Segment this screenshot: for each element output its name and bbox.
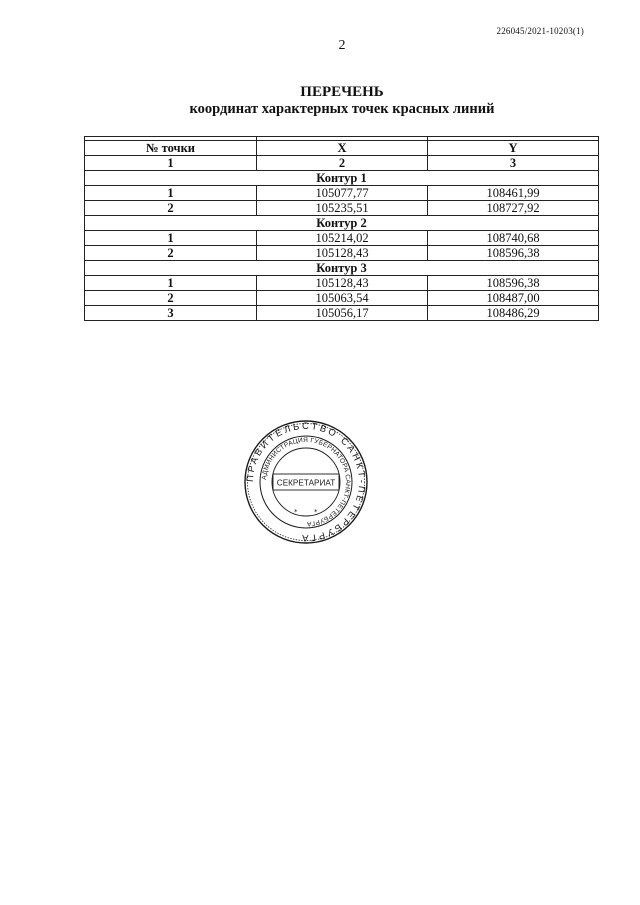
table-row [85, 231, 599, 246]
column-header-x: X [257, 141, 428, 156]
contour-label: Контур 3 [85, 261, 599, 276]
y-coordinate: 108740,68 [428, 231, 599, 246]
y-coordinate: 108596,38 [428, 276, 599, 291]
table-row [85, 291, 599, 306]
point-number: 2 [85, 201, 257, 216]
document-subtitle: координат характерных точек красных линий [189, 101, 495, 117]
column-header-y: Y [428, 141, 599, 156]
stamp-inner-text: АДМИНИСТРАЦИЯ ГУБЕРНАТОРА САНКТ-ПЕТЕРБУРГА [261, 436, 352, 528]
page-number: 2 [338, 38, 346, 53]
x-coordinate: 105214,02 [257, 231, 428, 246]
official-seal-stamp [244, 418, 368, 546]
column-number: 3 [428, 156, 599, 171]
contour-header-row [85, 216, 599, 231]
y-coordinate: 108486,29 [428, 306, 599, 321]
contour-header-row [85, 261, 599, 276]
point-number: 2 [85, 291, 257, 306]
x-coordinate: 105128,43 [257, 276, 428, 291]
document-title: ПЕРЕЧЕНЬ [300, 84, 384, 100]
x-coordinate: 105128,43 [257, 246, 428, 261]
contour-label: Контур 2 [85, 216, 599, 231]
point-number: 2 [85, 246, 257, 261]
y-coordinate: 108596,38 [428, 246, 599, 261]
stamp-star-icon: * [314, 508, 318, 516]
table-row [85, 186, 599, 201]
table-row [85, 201, 599, 216]
point-number: 1 [85, 186, 257, 201]
stamp-center-text: СЕКРЕТАРИАТ [276, 478, 336, 488]
stamp-star-icon: * [294, 508, 298, 516]
x-coordinate: 105235,51 [257, 201, 428, 216]
x-coordinate: 105056,17 [257, 306, 428, 321]
y-coordinate: 108727,92 [428, 201, 599, 216]
table-row [85, 276, 599, 291]
contour-header-row [85, 171, 599, 186]
point-number: 1 [85, 231, 257, 246]
contour-label: Контур 1 [85, 171, 599, 186]
coordinates-table [84, 136, 599, 321]
column-header-point: № точки [85, 141, 257, 156]
table-row [85, 246, 599, 261]
x-coordinate: 105063,54 [257, 291, 428, 306]
y-coordinate: 108487,00 [428, 291, 599, 306]
table-header-row [85, 141, 599, 156]
column-numbers-row [85, 156, 599, 171]
point-number: 1 [85, 276, 257, 291]
y-coordinate: 108461,99 [428, 186, 599, 201]
x-coordinate: 105077,77 [257, 186, 428, 201]
column-number: 1 [85, 156, 257, 171]
point-number: 3 [85, 306, 257, 321]
table-row [85, 306, 599, 321]
document-registration-number: 226045/2021-10203(1) [496, 26, 584, 36]
stamp-outer-text: ПРАВИТЕЛЬСТВО САНКТ-ПЕТЕРБУРГА [244, 419, 368, 545]
column-number: 2 [257, 156, 428, 171]
